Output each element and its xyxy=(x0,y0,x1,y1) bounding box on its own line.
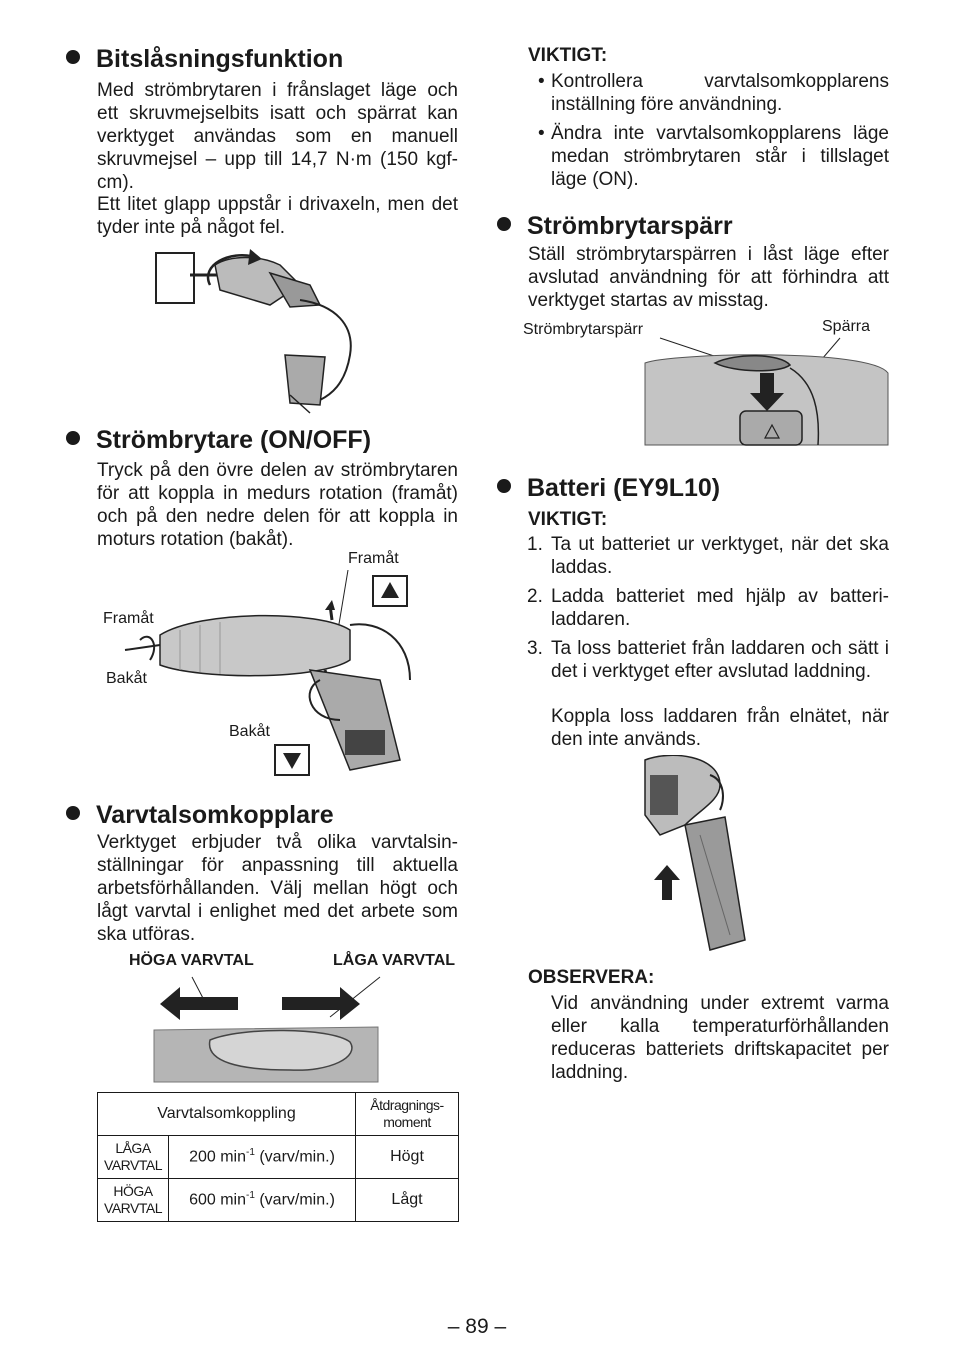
label-forward-top: Framåt xyxy=(348,550,399,567)
battery-step-3-extra: Koppla loss laddaren från elnätet, när den inte används. xyxy=(551,706,889,750)
important-label-1: VIKTIGT: xyxy=(528,45,608,66)
speed-selector-illustration xyxy=(150,972,382,1084)
bits-lock-text-2: Ett litet glapp uppstår i drivaxeln, men det tyder inte på något fel. xyxy=(97,194,458,238)
heading-speed-switch: Varvtalsomkopplare xyxy=(66,800,334,830)
battery-step-1: 1. Ta ut batteriet ur verktyget, när det ska laddas. xyxy=(527,534,889,578)
arrow-right-icon xyxy=(282,987,360,1020)
battery-step-3: 3. Ta loss batteriet från laddaren och sätt i det i verktyget efter avslutad laddning. xyxy=(527,638,889,682)
label-low-speed: LÅGA VARVTAL xyxy=(333,952,456,969)
switch-text: Tryck på den övre delen av strömbrytaren för att koppla in medurs rotation (framåt) och på den nedre delen för att koppla in moturs rotation (bakåt). xyxy=(97,460,458,550)
bullet-dot xyxy=(66,806,80,820)
table-cell-torque: Lågt xyxy=(356,1179,459,1222)
table-cell-mode: HÖGA VARVTAL xyxy=(98,1179,169,1222)
table-cell-torque: Högt xyxy=(356,1136,459,1179)
label-high-speed: HÖGA VARVTAL xyxy=(129,952,254,969)
battery-step-2: 2. Ladda batteriet med hjälp av batteriladdaren. xyxy=(527,586,889,630)
page-number: – 89 – xyxy=(447,1315,507,1338)
speed-torque-table xyxy=(97,1092,459,1222)
bits-lock-text: Med strömbrytaren i frånslaget läge och ett skruvmejselbits isatt och spärrat kan verktyget användas som en manuell skruvmejsel – upp till 14,7 N·m (150 kgf-cm). xyxy=(97,80,458,193)
switch-lock-illustration xyxy=(640,333,890,448)
important-bullet-2: • Ändra inte varvtalsomkopplarens läge medan strömbrytaren står i tillslaget läge (ON). xyxy=(538,123,889,190)
heading-switch: Strömbrytare (ON/OFF) xyxy=(66,425,371,455)
bullet-dot xyxy=(497,217,511,231)
heading-switch-lock: Strömbrytarspärr xyxy=(497,211,733,241)
speed-switch-text: Verktyget erbjuder två olika varvtalsinställningar för anpassning till aktuella arbetsförhållanden. Välj mellan högt och lågt varvtal i enlighet med det arbete som ska utföras. xyxy=(97,832,458,945)
manual-screwdriver-illustration xyxy=(150,245,380,415)
switch-lock-text: Ställ strömbrytarspärren i låst läge efter avslutad användning för att förhindra att verktyget startas av misstag. xyxy=(528,244,889,311)
label-switch-lock: Strömbrytarspärr xyxy=(523,321,644,338)
bullet-dot xyxy=(66,50,80,64)
up-arrow-icon xyxy=(654,865,680,900)
table-row xyxy=(98,1136,459,1179)
heading-battery: Batteri (EY9L10) xyxy=(497,473,720,503)
label-reverse-left: Bakåt xyxy=(106,670,147,687)
table-header-setting: Varvtalsomkoppling xyxy=(98,1093,356,1136)
important-label-2: VIKTIGT: xyxy=(528,509,608,530)
bullet-dot xyxy=(66,431,80,445)
label-reverse-bottom: Bakåt xyxy=(229,723,270,740)
bullet-dot xyxy=(497,479,511,493)
table-cell-mode: LÅGA VARVTAL xyxy=(98,1136,169,1179)
table-header-torque: Åtdragnings- moment xyxy=(356,1093,459,1136)
label-latch: Spärra xyxy=(822,318,871,335)
heading-bits-lock: Bitslåsningsfunktion xyxy=(66,44,343,74)
observe-text: Vid användning under extremt varma eller kalla temperaturförhållanden reduceras batteriets driftskapacitet per laddning. xyxy=(551,993,889,1083)
table-cell-speed: 200 $\min^{-1}$ (varv/min.) xyxy=(169,1136,356,1179)
switch-direction-illustration xyxy=(120,570,420,780)
table-cell-speed: 600 $\min^{-1}$ (varv/min.) xyxy=(169,1179,356,1222)
battery-insert-illustration xyxy=(640,755,760,955)
arrow-left-icon xyxy=(160,987,238,1020)
table-row xyxy=(98,1179,459,1222)
label-forward-left: Framåt xyxy=(103,610,154,627)
important-bullet-1: • Kontrollera varvtalsomkopplarens inställning före användning. xyxy=(538,71,889,115)
observe-label: OBSERVERA: xyxy=(528,967,655,988)
